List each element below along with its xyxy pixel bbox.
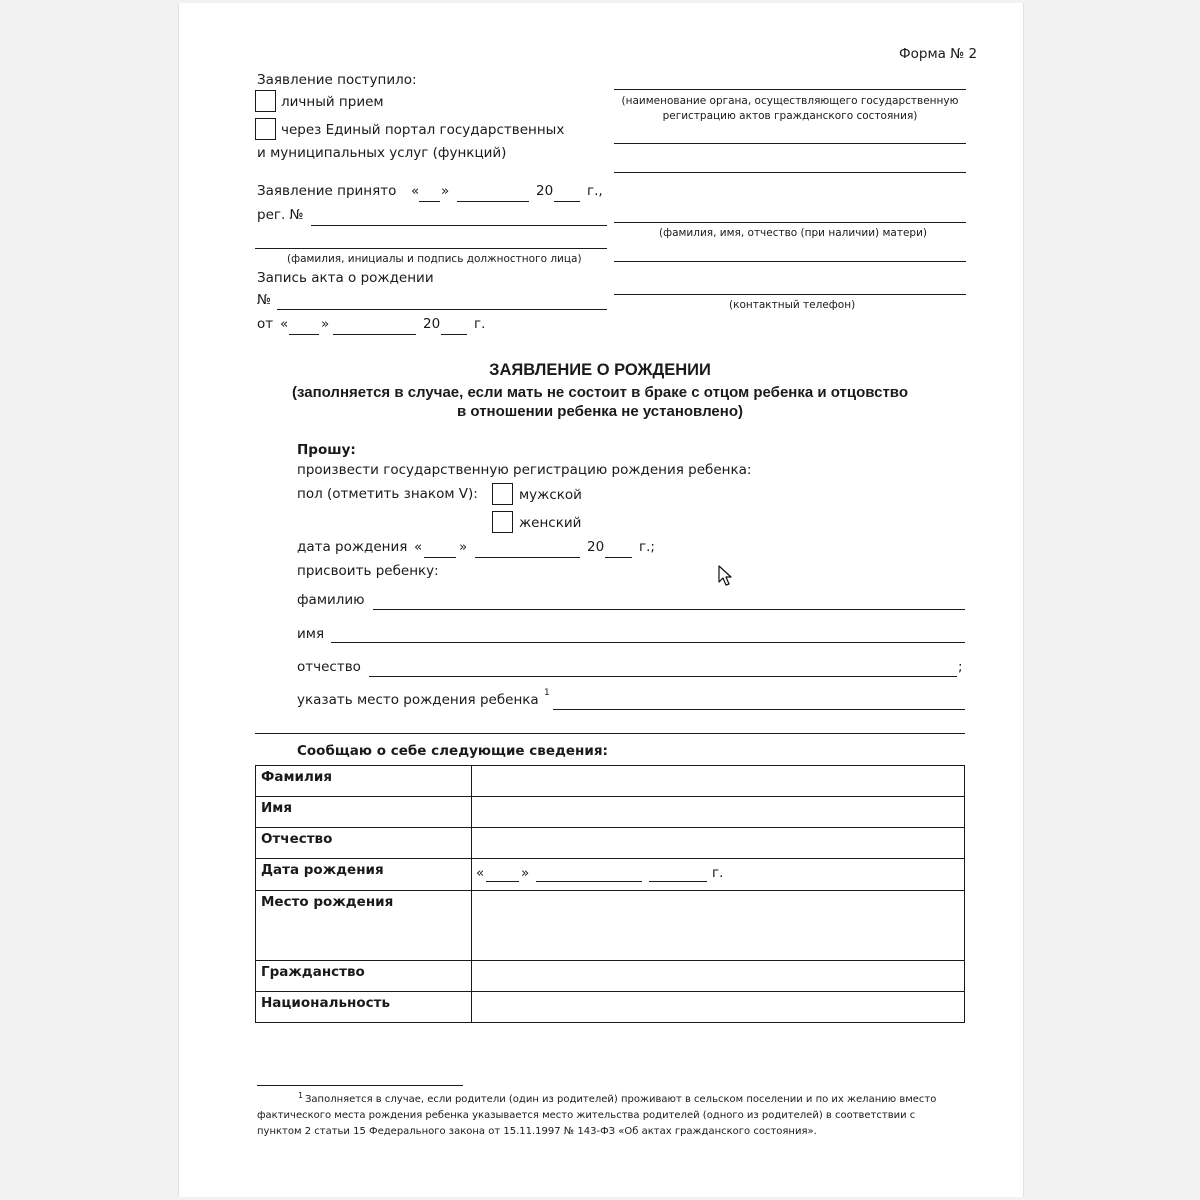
name-label: имя (297, 626, 325, 642)
year-prefix: 20 (536, 183, 554, 199)
phone-field[interactable] (614, 294, 966, 295)
female-label: женский (519, 515, 582, 531)
row-label-citizenship: Гражданство (256, 961, 472, 992)
birth-date-label: дата рождения (297, 539, 408, 555)
birth-day-field[interactable] (424, 557, 456, 558)
place-field-2[interactable] (255, 733, 965, 734)
assign-label: присвоить ребенку: (297, 563, 439, 579)
footnote-mark: 1 (298, 1091, 304, 1100)
mouse-cursor-icon (718, 565, 734, 587)
organ-field-3[interactable] (614, 172, 966, 173)
organ-field[interactable] (614, 89, 966, 90)
record-label: Запись акта о рождении (257, 270, 434, 286)
mother-name-field-2[interactable] (614, 261, 966, 262)
reg-number-field[interactable] (311, 225, 607, 226)
footnote-line-3: пунктом 2 статьи 15 Федерального закона от 15.11.1997 № 143-ФЗ «Об актах гражданского состояния». (257, 1126, 817, 1137)
form-subtitle-2: в отношении ребенка не установлено) (457, 403, 743, 420)
record-year-field[interactable] (441, 334, 467, 335)
record-number-field[interactable] (277, 309, 607, 310)
patronymic-field[interactable] (369, 676, 957, 677)
table-row (256, 766, 965, 797)
quote-close: » (459, 539, 468, 555)
self-info-heading: Сообщаю о себе следующие сведения: (297, 743, 608, 759)
row-label-birth-place: Место рождения (256, 891, 472, 961)
year-suffix: г. (712, 865, 724, 881)
quote-close: » (441, 183, 450, 199)
record-month-field[interactable] (333, 334, 416, 335)
table-row (256, 859, 965, 891)
quote-open: « (476, 865, 485, 881)
organ-caption: (наименование органа, осуществляющего государственную регистрацию актов гражданского состояния) (621, 95, 959, 122)
semicolon: ; (958, 659, 963, 675)
accepted-day-field[interactable] (419, 201, 440, 202)
year-suffix: г., (587, 183, 603, 199)
mother-caption: (фамилия, имя, отчество (при наличии) матери) (659, 227, 927, 239)
reg-label: рег. № (257, 207, 304, 223)
birth-place-value-cell[interactable] (472, 891, 965, 961)
request-heading: Прошу: (297, 442, 356, 458)
accepted-month-field[interactable] (457, 201, 529, 202)
footnote-ref: 1 (544, 688, 550, 698)
self-birth-day-field[interactable] (486, 881, 519, 882)
row-label-birth-date: Дата рождения (256, 859, 472, 891)
official-caption: (фамилия, инициалы и подпись должностного лица) (287, 253, 582, 265)
self-info-table (255, 765, 965, 1023)
year-suffix: г.; (639, 539, 655, 555)
sex-label: пол (отметить знаком V): (297, 486, 478, 502)
name-value-cell[interactable] (472, 797, 965, 828)
form-subtitle-1: (заполняется в случае, если мать не состоит в браке с отцом ребенка и отцовство (291, 384, 908, 401)
quote-open: « (280, 316, 289, 332)
patronymic-value-cell[interactable] (472, 828, 965, 859)
form-number: Форма № 2 (899, 46, 978, 62)
table-row (256, 797, 965, 828)
self-birth-month-field[interactable] (536, 881, 642, 882)
organ-field-2[interactable] (614, 143, 966, 144)
form-title: ЗАЯВЛЕНИЕ О РОЖДЕНИИ (489, 361, 711, 379)
female-checkbox[interactable] (492, 511, 513, 533)
year-prefix: 20 (423, 316, 441, 332)
table-row (256, 891, 965, 961)
mother-name-field[interactable] (614, 222, 966, 223)
personal-visit-checkbox[interactable] (255, 90, 276, 112)
intake-heading: Заявление поступило: (257, 72, 417, 88)
row-label-name: Имя (256, 797, 472, 828)
row-label-nationality: Национальность (256, 992, 472, 1023)
official-signature-field[interactable] (255, 248, 607, 249)
surname-label: фамилию (297, 592, 365, 608)
portal-label-line1: через Единый портал государственных (281, 122, 565, 138)
quote-open: « (411, 183, 420, 199)
place-field[interactable] (553, 709, 965, 710)
quote-close: » (321, 316, 330, 332)
place-label: указать место рождения ребенка (297, 692, 539, 708)
row-label-surname: Фамилия (256, 766, 472, 797)
name-field[interactable] (331, 642, 965, 643)
footnote-line-2: фактического места рождения ребенка указывается место жительства родителей (одного из родителей) в соответствии с (257, 1110, 916, 1121)
birth-date-value-cell[interactable] (472, 859, 965, 891)
register-text: произвести государственную регистрацию рождения ребенка: (297, 462, 752, 478)
male-label: мужской (519, 487, 582, 503)
birth-year-field[interactable] (605, 557, 632, 558)
accepted-year-field[interactable] (554, 201, 580, 202)
table-row (256, 961, 965, 992)
year-suffix: г. (474, 316, 486, 332)
record-day-field[interactable] (289, 334, 319, 335)
accepted-label: Заявление принято (257, 183, 397, 199)
portal-label-line2: и муниципальных услуг (функций) (257, 145, 507, 161)
record-from-label: от (257, 316, 274, 332)
table-row (256, 828, 965, 859)
patronymic-label: отчество (297, 659, 361, 675)
record-no-label: № (257, 292, 272, 308)
personal-visit-label: личный прием (281, 94, 384, 110)
row-label-patronymic: Отчество (256, 828, 472, 859)
surname-field[interactable] (373, 609, 965, 610)
surname-value-cell[interactable] (472, 766, 965, 797)
male-checkbox[interactable] (492, 483, 513, 505)
citizenship-value-cell[interactable] (472, 961, 965, 992)
footnote-divider (257, 1085, 463, 1086)
quote-close: » (521, 865, 530, 881)
footnote-line-1: Заполняется в случае, если родители (один из родителей) проживают в сельском поселении и по их желанию вместо (305, 1094, 937, 1105)
table-row (256, 992, 965, 1023)
portal-checkbox[interactable] (255, 118, 276, 140)
birth-month-field[interactable] (475, 557, 580, 558)
nationality-value-cell[interactable] (472, 992, 965, 1023)
phone-caption: (контактный телефон) (729, 299, 856, 311)
quote-open: « (414, 539, 423, 555)
year-prefix: 20 (587, 539, 605, 555)
self-birth-year-field[interactable] (649, 881, 707, 882)
